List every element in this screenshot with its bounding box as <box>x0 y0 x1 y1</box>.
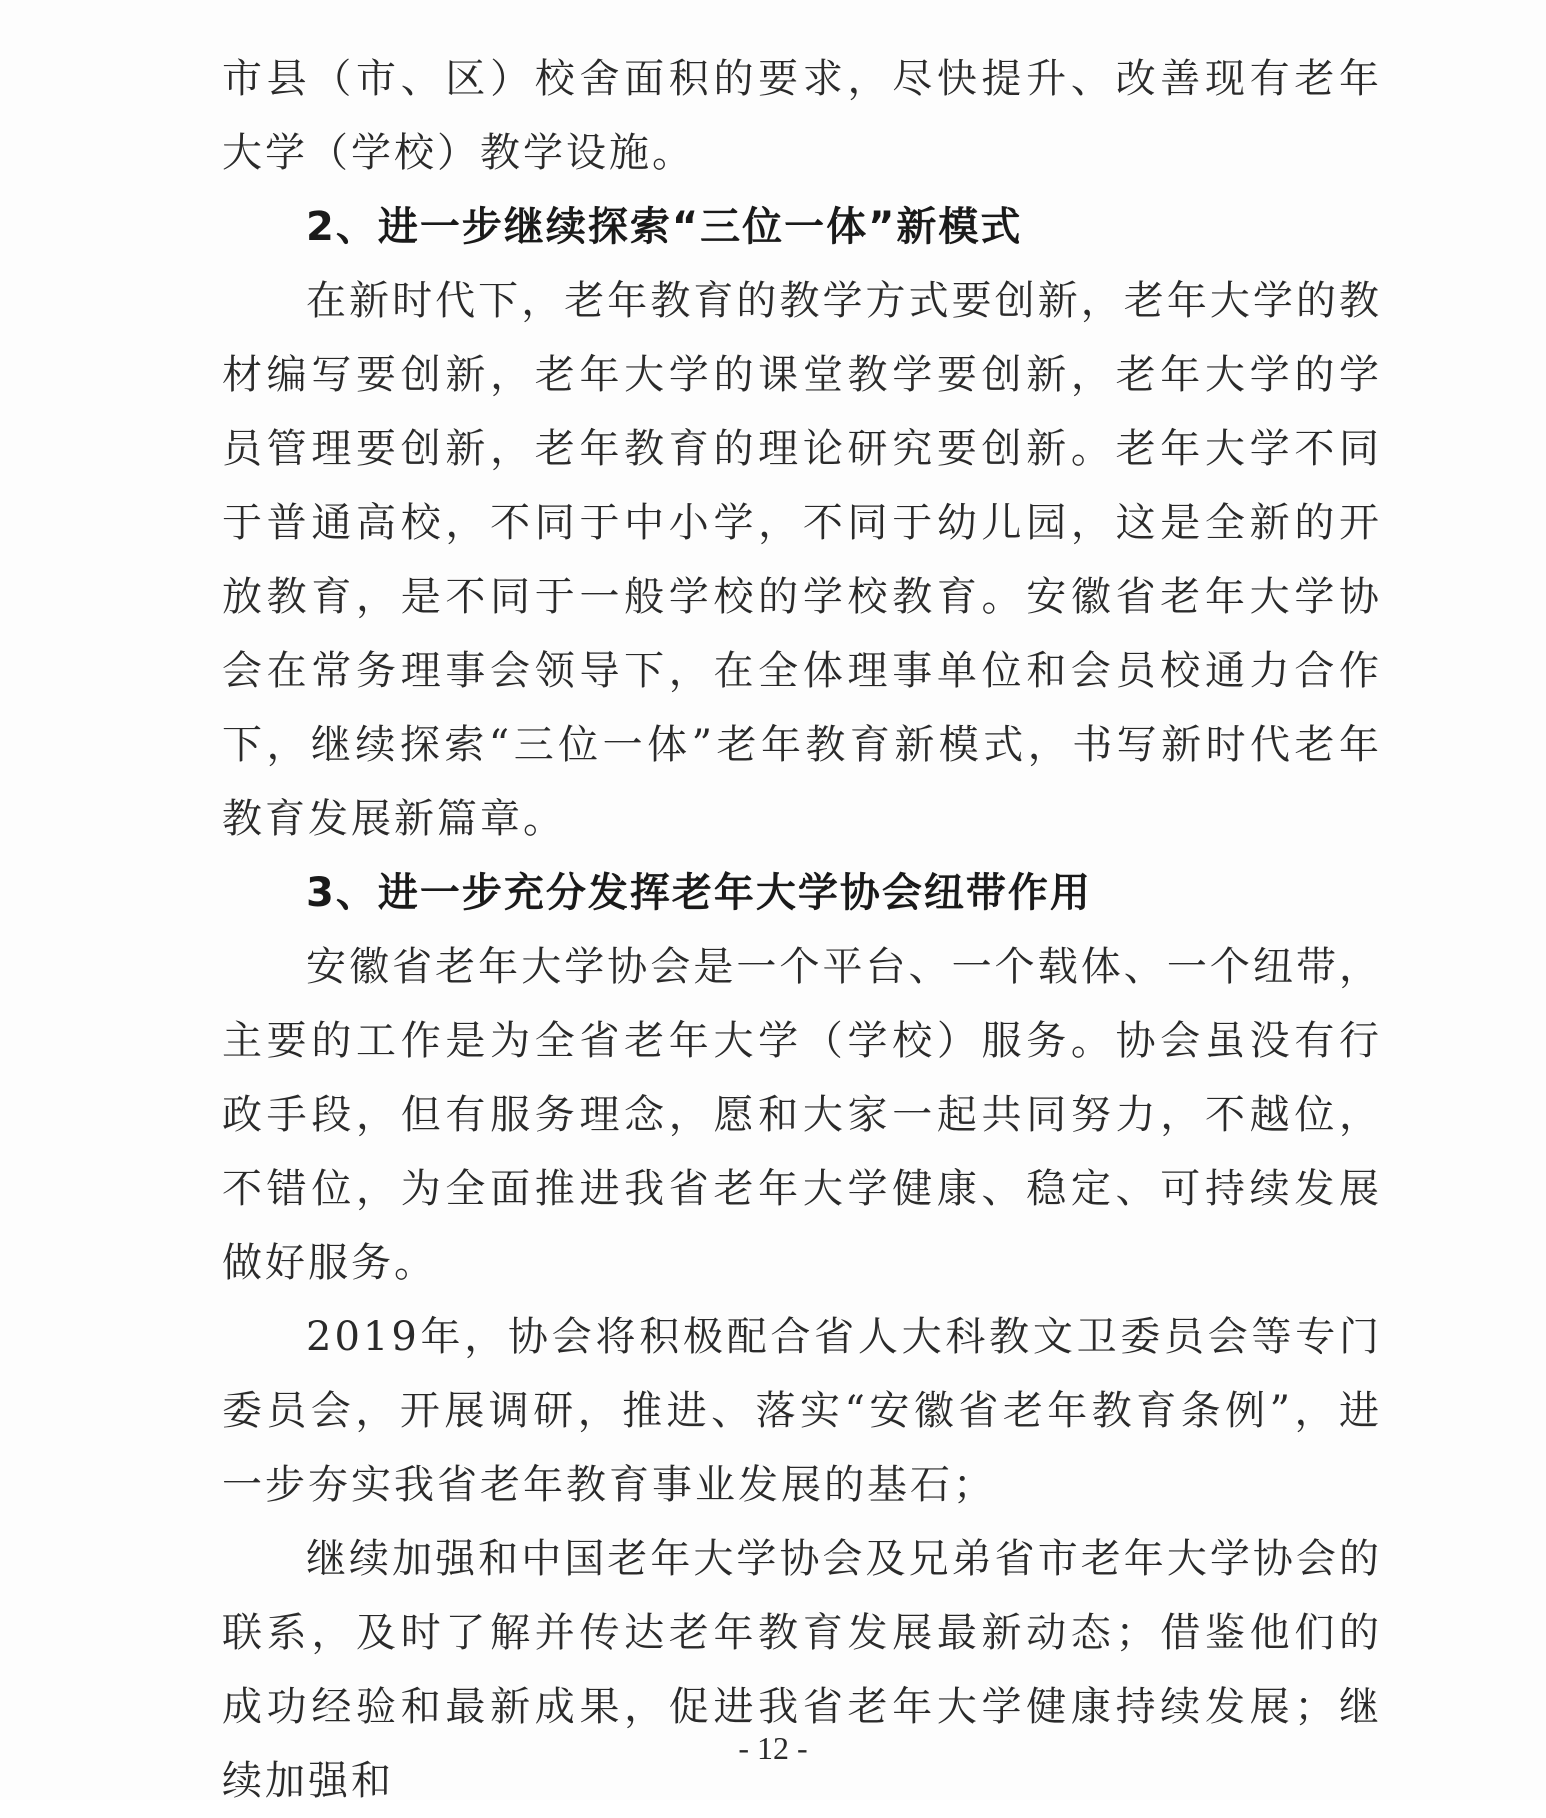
page-number: - 12 - <box>738 1730 808 1766</box>
paragraph-cooperation: 继续加强和中国老年大学协会及兄弟省市老年大学协会的联系，及时了解并传达老年教育发展最新动态；借鉴他们的成功经验和最新成果，促进我省老年大学健康持续发展；继续加强和 <box>222 1536 1382 1804</box>
section-heading-2: 2、进一步继续探索“三位一体”新模式 <box>306 204 1023 250</box>
paragraph-2019-plan: 2019年，协会将积极配合省人大科教文卫委员会等专门委员会，开展调研，推进、落实“安徽省老年教育条例”，进一步夯实我省老年教育事业发展的基石； <box>222 1314 1382 1508</box>
paragraph-continuation: 市县（市、区）校舍面积的要求，尽快提升、改善现有老年大学（学校）教学设施。 <box>222 56 1382 176</box>
paragraph-new-mode: 在新时代下，老年教育的教学方式要创新，老年大学的教材编写要创新，老年大学的课堂教学要创新，老年大学的学员管理要创新，老年教育的理论研究要创新。老年大学不同于普通高校，不同于中小学，不同于幼儿园，这是全新的开放教育，是不同于一般学校的学校教育。安徽省老年大学协会在常务理事会领导下，在全体理事单位和会员校通力合作下，继续探索“三位一体”老年教育新模式，书写新时代老年教育发展新篇章。 <box>222 278 1382 842</box>
document-body <box>222 42 1382 1818</box>
paragraph-association-role: 安徽省老年大学协会是一个平台、一个载体、一个纽带，主要的工作是为全省老年大学（学校）服务。协会虽没有行政手段，但有服务理念，愿和大家一起共同努力，不越位，不错位，为全面推进我省老年大学健康、稳定、可持续发展做好服务。 <box>222 944 1382 1286</box>
section-heading-3: 3、进一步充分发挥老年大学协会纽带作用 <box>306 870 1092 916</box>
